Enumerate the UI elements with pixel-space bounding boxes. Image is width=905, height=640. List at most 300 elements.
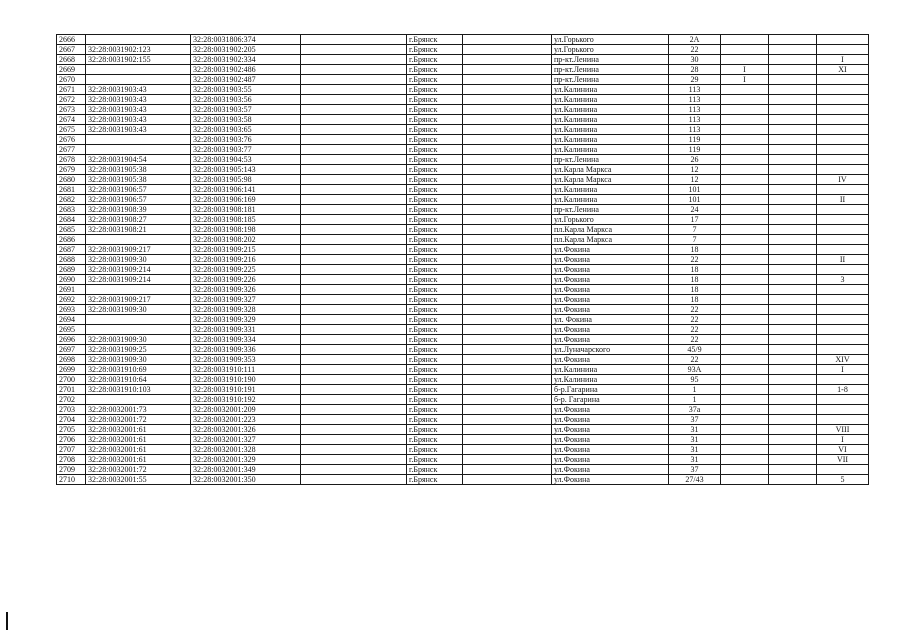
cell-c6: [463, 225, 552, 235]
cell-city: г.Брянск: [407, 315, 463, 325]
cell-c11: [817, 145, 869, 155]
cell-c10: [769, 465, 817, 475]
cell-c9: [721, 335, 769, 345]
cell-city: г.Брянск: [407, 445, 463, 455]
cell-house: 37: [669, 415, 721, 425]
cell-city: г.Брянск: [407, 385, 463, 395]
cell-c10: [769, 275, 817, 285]
cell-c9: [721, 345, 769, 355]
cell-street: пр-кт.Ленина: [552, 55, 669, 65]
table-row: [57, 155, 869, 165]
cell-c11: [817, 265, 869, 275]
cell-c4: [301, 235, 407, 245]
cell-c10: [769, 435, 817, 445]
cell-street: ул.Фокина: [552, 415, 669, 425]
cell-house: 1: [669, 385, 721, 395]
cell-c6: [463, 125, 552, 135]
cell-num: 2708: [57, 455, 86, 465]
table-row: [57, 85, 869, 95]
cell-c9: [721, 405, 769, 415]
table-row: [57, 225, 869, 235]
cell-c11: [817, 75, 869, 85]
cell-c11: [817, 235, 869, 245]
cell-parent: 32:28:0031910:69: [86, 365, 191, 375]
cell-c4: [301, 345, 407, 355]
cell-num: 2686: [57, 235, 86, 245]
cell-parent: 32:28:0032001:55: [86, 475, 191, 485]
cell-house: 119: [669, 135, 721, 145]
cell-city: г.Брянск: [407, 335, 463, 345]
cell-street: ул.Горького: [552, 35, 669, 45]
cell-parent: 32:28:0031906:57: [86, 185, 191, 195]
cell-c10: [769, 415, 817, 425]
cell-city: г.Брянск: [407, 305, 463, 315]
cell-c4: [301, 265, 407, 275]
cell-num: 2670: [57, 75, 86, 85]
cell-house: 22: [669, 325, 721, 335]
cell-c4: [301, 315, 407, 325]
cell-num: 2669: [57, 65, 86, 75]
cell-c4: [301, 215, 407, 225]
cell-num: 2700: [57, 375, 86, 385]
cell-house: 113: [669, 85, 721, 95]
cell-c9: [721, 195, 769, 205]
cell-num: 2672: [57, 95, 86, 105]
table-row: [57, 215, 869, 225]
cell-c11: [817, 95, 869, 105]
table-row: [57, 105, 869, 115]
cell-parent: 32:28:0032001:61: [86, 455, 191, 465]
cell-c10: [769, 35, 817, 45]
cell-city: г.Брянск: [407, 135, 463, 145]
cell-house: 95: [669, 375, 721, 385]
cell-c9: [721, 475, 769, 485]
cell-city: г.Брянск: [407, 275, 463, 285]
cell-street: ул.Калинина: [552, 135, 669, 145]
table-row: [57, 205, 869, 215]
cell-c4: [301, 435, 407, 445]
cell-parent: 32:28:0031908:39: [86, 205, 191, 215]
cell-cad: 32:28:0031910:191: [191, 385, 301, 395]
cell-c6: [463, 405, 552, 415]
cell-c6: [463, 365, 552, 375]
cell-c11: 5: [817, 475, 869, 485]
cell-c11: [817, 35, 869, 45]
cell-street: ул.Фокина: [552, 285, 669, 295]
cell-cad: 32:28:0031903:57: [191, 105, 301, 115]
cell-house: 17: [669, 215, 721, 225]
table-row: [57, 415, 869, 425]
cell-c4: [301, 165, 407, 175]
cell-house: 18: [669, 285, 721, 295]
cell-parent: 32:28:0031905:38: [86, 165, 191, 175]
cell-street: ул.Карла Маркса: [552, 175, 669, 185]
cell-num: 2685: [57, 225, 86, 235]
cell-parent: 32:28:0031909:214: [86, 265, 191, 275]
cell-c11: [817, 335, 869, 345]
cell-street: ул.Калинина: [552, 95, 669, 105]
cell-street: пр-кт.Ленина: [552, 65, 669, 75]
cell-street: ул.Фокина: [552, 435, 669, 445]
cell-c10: [769, 175, 817, 185]
cell-cad: 32:28:0031902:334: [191, 55, 301, 65]
cell-c10: [769, 115, 817, 125]
cell-city: г.Брянск: [407, 45, 463, 55]
cell-num: 2703: [57, 405, 86, 415]
cell-house: 2А: [669, 35, 721, 45]
cell-parent: 32:28:0031909:217: [86, 295, 191, 305]
cell-parent: [86, 145, 191, 155]
cell-c9: [721, 315, 769, 325]
cell-cad: 32:28:0031908:181: [191, 205, 301, 215]
cell-c11: [817, 375, 869, 385]
cell-city: г.Брянск: [407, 145, 463, 155]
cell-c10: [769, 105, 817, 115]
cell-num: 2684: [57, 215, 86, 225]
cell-cad: 32:28:0031909:331: [191, 325, 301, 335]
cell-num: 2693: [57, 305, 86, 315]
cell-cad: 32:28:0031903:58: [191, 115, 301, 125]
cell-c9: [721, 175, 769, 185]
cell-c10: [769, 305, 817, 315]
cell-cad: 32:28:0031903:77: [191, 145, 301, 155]
cell-c10: [769, 95, 817, 105]
cell-house: 1: [669, 395, 721, 405]
table-row: [57, 445, 869, 455]
table-row: [57, 165, 869, 175]
table-row: [57, 325, 869, 335]
cell-c11: [817, 155, 869, 165]
cell-num: 2699: [57, 365, 86, 375]
table-row: [57, 65, 869, 75]
cell-num: 2687: [57, 245, 86, 255]
cell-street: ул.Калинина: [552, 115, 669, 125]
cell-house: 18: [669, 245, 721, 255]
cell-cad: 32:28:0031909:329: [191, 315, 301, 325]
cell-c6: [463, 395, 552, 405]
cell-c4: [301, 365, 407, 375]
cell-c4: [301, 475, 407, 485]
cell-c6: [463, 355, 552, 365]
cell-city: г.Брянск: [407, 455, 463, 465]
cell-street: ул.Калинина: [552, 125, 669, 135]
table-body: [57, 35, 869, 485]
cell-c4: [301, 415, 407, 425]
cell-cad: 32:28:0031902:486: [191, 65, 301, 75]
cell-c9: [721, 205, 769, 215]
cell-num: 2690: [57, 275, 86, 285]
cell-c4: [301, 175, 407, 185]
cell-c4: [301, 405, 407, 415]
cell-house: 31: [669, 425, 721, 435]
cell-c9: [721, 45, 769, 55]
cell-house: 45/9: [669, 345, 721, 355]
cell-c11: [817, 465, 869, 475]
cell-c4: [301, 335, 407, 345]
cell-c10: [769, 395, 817, 405]
cell-street: ул. Фокина: [552, 315, 669, 325]
table-row: [57, 385, 869, 395]
cell-cad: 32:28:0032001:350: [191, 475, 301, 485]
cell-house: 37: [669, 465, 721, 475]
cell-num: 2668: [57, 55, 86, 65]
cell-c11: I: [817, 435, 869, 445]
cell-c11: [817, 225, 869, 235]
cell-house: 30: [669, 55, 721, 65]
cell-house: 113: [669, 105, 721, 115]
cell-c4: [301, 125, 407, 135]
cell-c10: [769, 315, 817, 325]
cell-parent: 32:28:0031904:54: [86, 155, 191, 165]
cell-c10: [769, 325, 817, 335]
cell-cad: 32:28:0031903:76: [191, 135, 301, 145]
cell-house: 22: [669, 255, 721, 265]
cell-num: 2709: [57, 465, 86, 475]
cell-c9: [721, 85, 769, 95]
cell-street: ул.Калинина: [552, 185, 669, 195]
cell-c6: [463, 35, 552, 45]
cell-c10: [769, 55, 817, 65]
cell-c9: [721, 115, 769, 125]
cell-city: г.Брянск: [407, 105, 463, 115]
cell-c10: [769, 355, 817, 365]
cell-c4: [301, 445, 407, 455]
cell-c9: [721, 135, 769, 145]
cell-house: 7: [669, 235, 721, 245]
cell-parent: 32:28:0031909:30: [86, 305, 191, 315]
cell-city: г.Брянск: [407, 35, 463, 45]
cell-c11: [817, 125, 869, 135]
cell-c9: [721, 185, 769, 195]
cell-c6: [463, 445, 552, 455]
cell-street: ул.Фокина: [552, 295, 669, 305]
cell-parent: 32:28:0031903:43: [86, 95, 191, 105]
cell-c4: [301, 285, 407, 295]
cell-c11: [817, 105, 869, 115]
cell-city: г.Брянск: [407, 435, 463, 445]
cell-num: 2673: [57, 105, 86, 115]
cell-c4: [301, 95, 407, 105]
cell-city: г.Брянск: [407, 155, 463, 165]
cell-c10: [769, 185, 817, 195]
cell-street: ул.Фокина: [552, 445, 669, 455]
cell-c6: [463, 165, 552, 175]
cell-house: 37а: [669, 405, 721, 415]
cell-cad: 32:28:0032001:209: [191, 405, 301, 415]
cell-house: 31: [669, 445, 721, 455]
cell-parent: 32:28:0031903:43: [86, 105, 191, 115]
cell-parent: 32:28:0031909:30: [86, 355, 191, 365]
cell-c6: [463, 475, 552, 485]
cell-house: 31: [669, 455, 721, 465]
cell-street: ул.Фокина: [552, 245, 669, 255]
cell-c10: [769, 235, 817, 245]
cell-cad: 32:28:0031910:111: [191, 365, 301, 375]
cell-city: г.Брянск: [407, 95, 463, 105]
cell-num: 2694: [57, 315, 86, 325]
cell-c9: [721, 265, 769, 275]
cell-c9: [721, 445, 769, 455]
cell-c6: [463, 455, 552, 465]
cell-c6: [463, 105, 552, 115]
cell-cad: 32:28:0031909:353: [191, 355, 301, 365]
cell-parent: 32:28:0032001:72: [86, 415, 191, 425]
cell-cad: 32:28:0031908:202: [191, 235, 301, 245]
cell-num: 2674: [57, 115, 86, 125]
cell-city: г.Брянск: [407, 265, 463, 275]
cell-num: 2682: [57, 195, 86, 205]
cell-c4: [301, 145, 407, 155]
cell-city: г.Брянск: [407, 425, 463, 435]
cell-cad: 32:28:0031909:226: [191, 275, 301, 285]
cell-house: 18: [669, 295, 721, 305]
cell-city: г.Брянск: [407, 225, 463, 235]
cell-num: 2695: [57, 325, 86, 335]
cell-house: 24: [669, 205, 721, 215]
cell-parent: [86, 65, 191, 75]
cell-num: 2675: [57, 125, 86, 135]
cell-cad: 32:28:0031903:65: [191, 125, 301, 135]
cell-c10: [769, 385, 817, 395]
cell-cad: 32:28:0031806:374: [191, 35, 301, 45]
cell-parent: 32:28:0031903:43: [86, 125, 191, 135]
cell-city: г.Брянск: [407, 185, 463, 195]
cell-city: г.Брянск: [407, 465, 463, 475]
cell-c11: [817, 285, 869, 295]
table-row: [57, 185, 869, 195]
table-row: [57, 35, 869, 45]
cell-street: пл.Карла Маркса: [552, 235, 669, 245]
cell-parent: 32:28:0031902:155: [86, 55, 191, 65]
cell-num: 2707: [57, 445, 86, 455]
cell-c11: [817, 215, 869, 225]
cell-c9: [721, 275, 769, 285]
cell-parent: 32:28:0032001:61: [86, 425, 191, 435]
cell-city: г.Брянск: [407, 395, 463, 405]
cell-c10: [769, 75, 817, 85]
table-row: [57, 245, 869, 255]
cell-parent: [86, 75, 191, 85]
cell-c6: [463, 275, 552, 285]
cell-c6: [463, 215, 552, 225]
cell-c6: [463, 465, 552, 475]
cell-c10: [769, 45, 817, 55]
cell-c4: [301, 465, 407, 475]
cell-parent: 32:28:0031909:214: [86, 275, 191, 285]
table-row: [57, 335, 869, 345]
cell-street: б-р. Гагарина: [552, 395, 669, 405]
cell-street: ул.Луначарского: [552, 345, 669, 355]
cell-cad: 32:28:0031903:56: [191, 95, 301, 105]
cell-c6: [463, 45, 552, 55]
cell-c11: [817, 395, 869, 405]
cell-parent: [86, 135, 191, 145]
cell-house: 113: [669, 125, 721, 135]
cell-c6: [463, 65, 552, 75]
cell-c6: [463, 245, 552, 255]
table-row: [57, 315, 869, 325]
cell-cad: 32:28:0032001:328: [191, 445, 301, 455]
cell-cad: 32:28:0031905:98: [191, 175, 301, 185]
table-row: [57, 285, 869, 295]
cell-c9: [721, 395, 769, 405]
cell-c11: [817, 85, 869, 95]
cell-street: ул.Фокина: [552, 255, 669, 265]
cell-c6: [463, 135, 552, 145]
cell-c11: 1-8: [817, 385, 869, 395]
table-row: [57, 405, 869, 415]
cell-c9: [721, 415, 769, 425]
cell-c9: [721, 245, 769, 255]
cell-num: 2689: [57, 265, 86, 275]
cell-cad: 32:28:0031909:334: [191, 335, 301, 345]
cell-c10: [769, 405, 817, 415]
cell-house: 113: [669, 95, 721, 105]
cell-parent: 32:28:0031909:30: [86, 335, 191, 345]
cell-parent: 32:28:0032001:73: [86, 405, 191, 415]
cell-c11: VII: [817, 455, 869, 465]
cell-parent: 32:28:0031908:27: [86, 215, 191, 225]
cell-parent: 32:28:0032001:61: [86, 435, 191, 445]
cell-city: г.Брянск: [407, 125, 463, 135]
cell-house: 12: [669, 165, 721, 175]
cell-c11: [817, 315, 869, 325]
cell-c4: [301, 135, 407, 145]
cell-cad: 32:28:0031908:198: [191, 225, 301, 235]
cell-street: пр-кт.Ленина: [552, 205, 669, 215]
cell-cad: 32:28:0031905:143: [191, 165, 301, 175]
cell-c6: [463, 415, 552, 425]
margin-mark: [6, 612, 8, 630]
cell-c6: [463, 265, 552, 275]
cell-house: 22: [669, 305, 721, 315]
cell-c9: [721, 325, 769, 335]
cell-parent: 32:28:0031905:38: [86, 175, 191, 185]
cell-c11: II: [817, 195, 869, 205]
cell-street: ул.Калинина: [552, 365, 669, 375]
cell-c4: [301, 85, 407, 95]
cell-c9: [721, 255, 769, 265]
cell-c4: [301, 385, 407, 395]
cell-c10: [769, 205, 817, 215]
cell-street: ул.Фокина: [552, 455, 669, 465]
cell-city: г.Брянск: [407, 405, 463, 415]
cell-cad: 32:28:0031906:141: [191, 185, 301, 195]
cell-c9: [721, 465, 769, 475]
cell-c11: [817, 205, 869, 215]
cell-cad: 32:28:0031909:225: [191, 265, 301, 275]
cell-city: г.Брянск: [407, 365, 463, 375]
table-row: [57, 255, 869, 265]
cell-c6: [463, 385, 552, 395]
cell-c10: [769, 145, 817, 155]
cell-c9: [721, 455, 769, 465]
cell-cad: 32:28:0031902:205: [191, 45, 301, 55]
cell-num: 2702: [57, 395, 86, 405]
cell-house: 101: [669, 195, 721, 205]
cell-c6: [463, 95, 552, 105]
cell-c10: [769, 295, 817, 305]
cell-c10: [769, 475, 817, 485]
cell-cad: 32:28:0032001:326: [191, 425, 301, 435]
cell-c4: [301, 275, 407, 285]
cell-c11: [817, 405, 869, 415]
cell-c6: [463, 115, 552, 125]
cell-cad: 32:28:0031904:53: [191, 155, 301, 165]
cell-c6: [463, 155, 552, 165]
cell-street: ул.Калинина: [552, 145, 669, 155]
cell-num: 2667: [57, 45, 86, 55]
